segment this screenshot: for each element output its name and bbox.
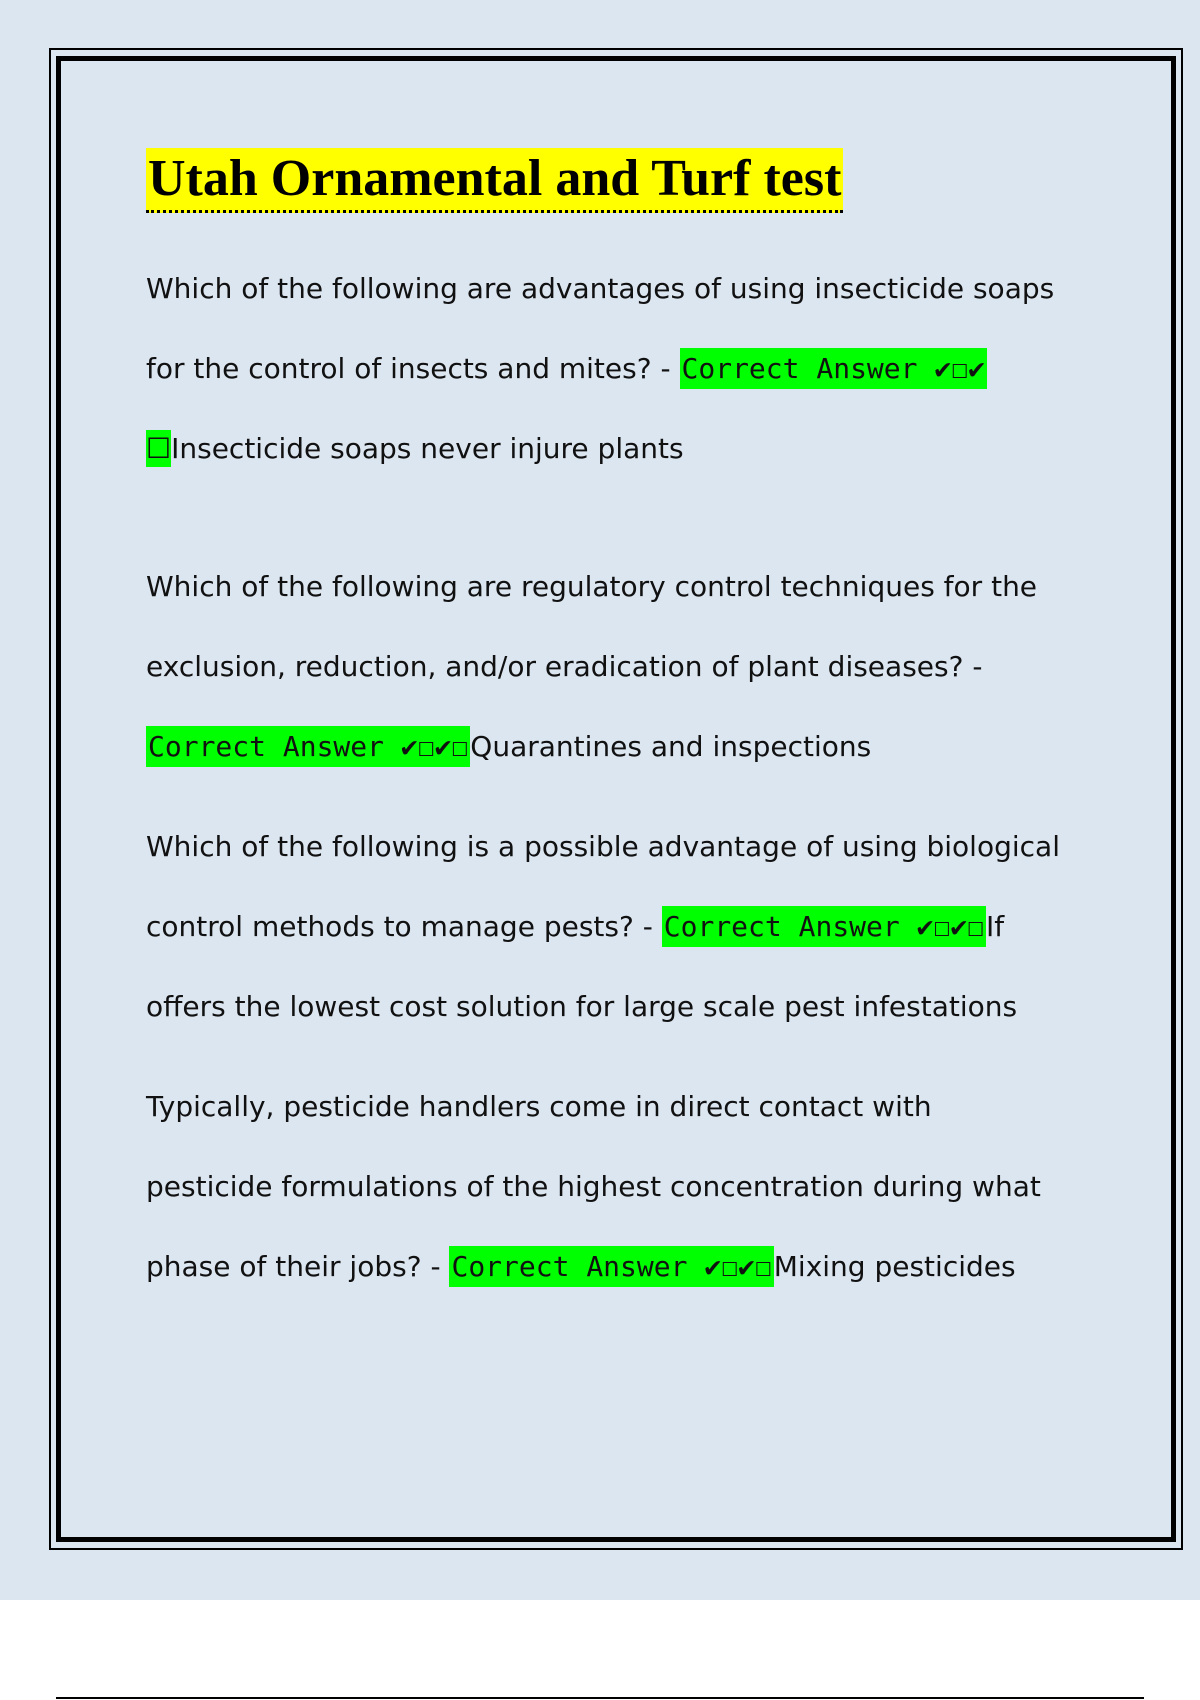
document-title: Utah Ornamental and Turf test: [146, 148, 843, 213]
answer-text: Mixing pesticides: [773, 1250, 1016, 1283]
question-block-3: [146, 807, 1066, 1047]
question-text: Which of the following are advantages of using insecticide soaps for the control of insects and mites? -: [146, 272, 1055, 385]
answer-text: Insecticide soaps never injure plants: [171, 432, 684, 465]
question-block-1: [146, 249, 1066, 489]
answer-text: If offers the lowest cost solution for large scale pest infestations: [146, 910, 1018, 1023]
correct-answer-marker: Correct Answer ✔☐✔☐: [449, 1246, 773, 1287]
correct-answer-marker: Correct Answer ✔☐✔: [680, 348, 987, 389]
question-text: Which of the following is a possible advantage of using biological control methods to manage pests? -: [146, 830, 1060, 943]
question-block-2: [146, 547, 1066, 787]
question-text: Typically, pesticide handlers come in direct contact with pesticide formulations of the highest concentration during what phase of their jobs? -: [146, 1090, 1041, 1283]
footer-divider: [56, 1697, 1144, 1699]
answer-text: Quarantines and inspections: [470, 730, 872, 763]
question-text: Which of the following are regulatory control techniques for the exclusion, reduction, and/or eradication of plant diseases? -: [146, 570, 1038, 683]
document-content: [146, 148, 1066, 1307]
question-block-4: [146, 1067, 1066, 1307]
checkbox-icon: ☐: [146, 432, 172, 465]
correct-answer-marker: Correct Answer ✔☐✔☐: [662, 906, 986, 947]
correct-answer-marker: Correct Answer ✔☐✔☐: [146, 726, 470, 767]
